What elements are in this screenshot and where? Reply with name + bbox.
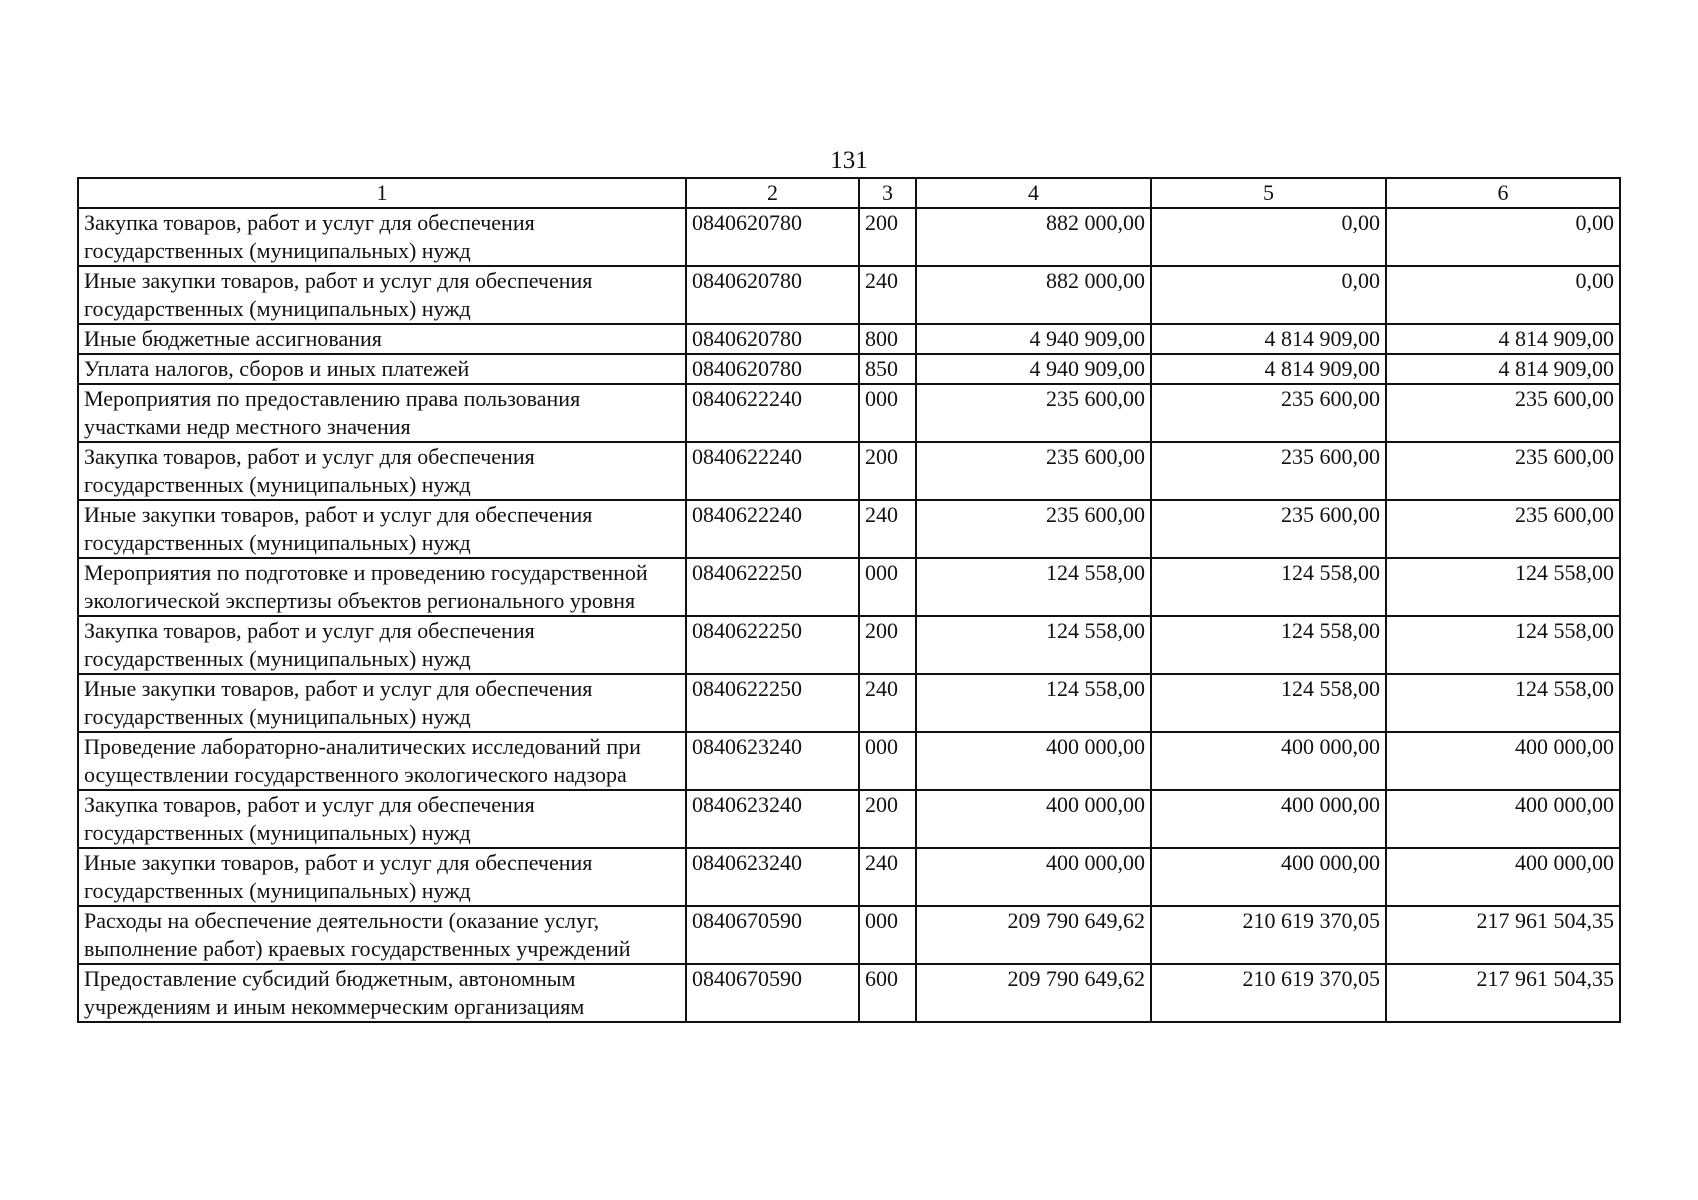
row-amount-4: 400 000,00 <box>916 790 1151 848</box>
row-code: 0840622250 <box>686 616 859 674</box>
table-row <box>78 848 1620 906</box>
row-code: 0840622240 <box>686 500 859 558</box>
row-name: Иные закупки товаров, работ и услуг для обеспечения государственных (муниципальных) нужд <box>78 266 686 324</box>
row-amount-4: 124 558,00 <box>916 616 1151 674</box>
row-kvr: 000 <box>859 732 916 790</box>
row-amount-5: 4 814 909,00 <box>1151 354 1386 384</box>
table-row <box>78 324 1620 354</box>
row-amount-5: 235 600,00 <box>1151 384 1386 442</box>
row-name: Проведение лабораторно-аналитических исследований при осуществлении государственного экологического надзора <box>78 732 686 790</box>
header-col-2: 2 <box>686 178 859 208</box>
header-row <box>78 178 1620 208</box>
table-row <box>78 616 1620 674</box>
budget-table <box>77 177 1621 1023</box>
row-amount-4: 235 600,00 <box>916 500 1151 558</box>
row-amount-6: 217 961 504,35 <box>1386 964 1620 1022</box>
header-col-4: 4 <box>916 178 1151 208</box>
row-name: Иные закупки товаров, работ и услуг для обеспечения государственных (муниципальных) нужд <box>78 848 686 906</box>
table-row <box>78 964 1620 1022</box>
row-amount-4: 4 940 909,00 <box>916 354 1151 384</box>
row-name: Предоставление субсидий бюджетным, автономным учреждениям и иным некоммерческим организациям <box>78 964 686 1022</box>
row-amount-6: 124 558,00 <box>1386 616 1620 674</box>
row-amount-4: 882 000,00 <box>916 208 1151 266</box>
row-code: 0840670590 <box>686 906 859 964</box>
page-number: 131 <box>830 147 868 174</box>
row-amount-5: 400 000,00 <box>1151 790 1386 848</box>
row-code: 0840623240 <box>686 732 859 790</box>
table-header <box>78 178 1620 208</box>
row-amount-6: 400 000,00 <box>1386 790 1620 848</box>
row-code: 0840622240 <box>686 384 859 442</box>
row-amount-6: 0,00 <box>1386 266 1620 324</box>
row-name: Иные закупки товаров, работ и услуг для обеспечения государственных (муниципальных) нужд <box>78 500 686 558</box>
row-amount-6: 124 558,00 <box>1386 558 1620 616</box>
row-kvr: 850 <box>859 354 916 384</box>
table-row <box>78 384 1620 442</box>
row-amount-5: 210 619 370,05 <box>1151 906 1386 964</box>
row-amount-6: 235 600,00 <box>1386 442 1620 500</box>
row-amount-5: 210 619 370,05 <box>1151 964 1386 1022</box>
row-kvr: 000 <box>859 906 916 964</box>
row-amount-4: 209 790 649,62 <box>916 906 1151 964</box>
row-kvr: 000 <box>859 558 916 616</box>
table-row <box>78 442 1620 500</box>
table-row <box>78 208 1620 266</box>
row-code: 0840623240 <box>686 848 859 906</box>
table-row <box>78 674 1620 732</box>
row-amount-6: 217 961 504,35 <box>1386 906 1620 964</box>
row-name: Иные бюджетные ассигнования <box>78 324 686 354</box>
table-body <box>78 208 1620 1022</box>
row-amount-4: 882 000,00 <box>916 266 1151 324</box>
row-amount-5: 400 000,00 <box>1151 732 1386 790</box>
row-code: 0840622250 <box>686 674 859 732</box>
row-amount-5: 4 814 909,00 <box>1151 324 1386 354</box>
row-code: 0840622240 <box>686 442 859 500</box>
row-kvr: 240 <box>859 266 916 324</box>
row-kvr: 240 <box>859 500 916 558</box>
row-code: 0840620780 <box>686 208 859 266</box>
row-amount-6: 124 558,00 <box>1386 674 1620 732</box>
row-amount-4: 235 600,00 <box>916 442 1151 500</box>
header-col-1: 1 <box>78 178 686 208</box>
row-name: Закупка товаров, работ и услуг для обеспечения государственных (муниципальных) нужд <box>78 208 686 266</box>
row-kvr: 200 <box>859 442 916 500</box>
row-kvr: 200 <box>859 790 916 848</box>
row-amount-6: 4 814 909,00 <box>1386 354 1620 384</box>
row-code: 0840620780 <box>686 324 859 354</box>
row-kvr: 200 <box>859 208 916 266</box>
row-amount-4: 124 558,00 <box>916 674 1151 732</box>
row-name: Мероприятия по подготовке и проведению государственной экологической экспертизы объектов регионального уровня <box>78 558 686 616</box>
row-name: Закупка товаров, работ и услуг для обеспечения государственных (муниципальных) нужд <box>78 790 686 848</box>
row-amount-6: 0,00 <box>1386 208 1620 266</box>
row-code: 0840623240 <box>686 790 859 848</box>
row-code: 0840622250 <box>686 558 859 616</box>
row-name: Закупка товаров, работ и услуг для обеспечения государственных (муниципальных) нужд <box>78 442 686 500</box>
row-amount-4: 4 940 909,00 <box>916 324 1151 354</box>
row-amount-6: 4 814 909,00 <box>1386 324 1620 354</box>
header-col-3: 3 <box>859 178 916 208</box>
row-amount-4: 235 600,00 <box>916 384 1151 442</box>
row-name: Уплата налогов, сборов и иных платежей <box>78 354 686 384</box>
row-name: Мероприятия по предоставлению права пользования участками недр местного значения <box>78 384 686 442</box>
row-kvr: 240 <box>859 674 916 732</box>
row-kvr: 600 <box>859 964 916 1022</box>
row-kvr: 200 <box>859 616 916 674</box>
row-amount-6: 235 600,00 <box>1386 500 1620 558</box>
row-amount-5: 400 000,00 <box>1151 848 1386 906</box>
header-col-6: 6 <box>1386 178 1620 208</box>
row-amount-6: 400 000,00 <box>1386 848 1620 906</box>
row-amount-5: 235 600,00 <box>1151 500 1386 558</box>
table-row <box>78 266 1620 324</box>
row-amount-4: 400 000,00 <box>916 732 1151 790</box>
row-amount-5: 0,00 <box>1151 266 1386 324</box>
row-amount-5: 124 558,00 <box>1151 616 1386 674</box>
row-kvr: 240 <box>859 848 916 906</box>
table-row <box>78 558 1620 616</box>
table-row <box>78 500 1620 558</box>
table-row <box>78 732 1620 790</box>
row-name: Иные закупки товаров, работ и услуг для обеспечения государственных (муниципальных) нужд <box>78 674 686 732</box>
table-row <box>78 906 1620 964</box>
row-name: Закупка товаров, работ и услуг для обеспечения государственных (муниципальных) нужд <box>78 616 686 674</box>
row-name: Расходы на обеспечение деятельности (оказание услуг, выполнение работ) краевых государственных учреждений <box>78 906 686 964</box>
header-col-5: 5 <box>1151 178 1386 208</box>
row-kvr: 800 <box>859 324 916 354</box>
row-amount-5: 235 600,00 <box>1151 442 1386 500</box>
row-code: 0840620780 <box>686 354 859 384</box>
row-kvr: 000 <box>859 384 916 442</box>
table-row <box>78 790 1620 848</box>
table-row <box>78 354 1620 384</box>
row-amount-4: 124 558,00 <box>916 558 1151 616</box>
row-amount-5: 0,00 <box>1151 208 1386 266</box>
row-amount-5: 124 558,00 <box>1151 674 1386 732</box>
row-amount-4: 400 000,00 <box>916 848 1151 906</box>
row-amount-4: 209 790 649,62 <box>916 964 1151 1022</box>
row-amount-5: 124 558,00 <box>1151 558 1386 616</box>
row-amount-6: 400 000,00 <box>1386 732 1620 790</box>
row-code: 0840670590 <box>686 964 859 1022</box>
row-code: 0840620780 <box>686 266 859 324</box>
row-amount-6: 235 600,00 <box>1386 384 1620 442</box>
